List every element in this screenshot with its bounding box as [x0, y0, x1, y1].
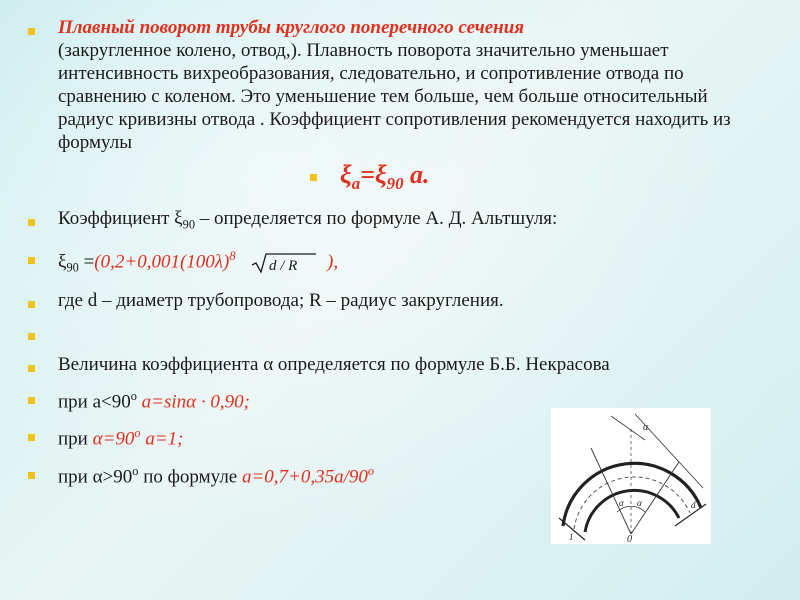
bullet-marker	[28, 397, 35, 404]
bullet-marker	[28, 365, 35, 372]
bullet-marker	[310, 174, 317, 181]
label-alpha-left: α	[619, 498, 624, 508]
center-line	[574, 477, 690, 529]
list-item	[28, 353, 768, 376]
list-item-empty	[28, 321, 768, 344]
bullet-marker	[28, 219, 35, 226]
case-gt-90	[58, 460, 374, 488]
formula-sub-a: a	[351, 173, 361, 193]
case-lt-90	[58, 385, 250, 413]
sqrt-content: d / R	[269, 258, 298, 275]
formula-sub-90: 90	[386, 173, 404, 193]
degree: о	[132, 463, 139, 478]
pipe-bend-diagram	[551, 408, 711, 544]
degree: о	[130, 388, 137, 403]
sqrt-symbol	[250, 251, 318, 275]
inner-wall	[585, 490, 679, 532]
text: =	[78, 251, 95, 273]
nekrasov-line: Величина коэффициента α определяется по формуле Б.Б. Некрасова	[58, 353, 610, 375]
text: по формуле	[138, 466, 242, 488]
list-item	[28, 245, 768, 280]
bullet-marker	[28, 434, 35, 441]
paragraph-body: (закругленное колено, отвод,). Плавность поворота значительно уменьшает интенсивность вихреобразования, следовательно, и сопротивление отвода по сравнению с коленом. Это уменьшение тем больше, чем больше относительный радиус кривизны отвода . Коэффициент сопротивления рекомендуется находить из формулы	[58, 40, 731, 153]
formula-eq: =ξ	[360, 160, 387, 189]
label-d: d	[691, 500, 696, 510]
main-formula	[340, 160, 430, 199]
text: при	[58, 428, 93, 450]
text: Коэффициент ξ	[58, 207, 183, 229]
pipe-bend-figure	[551, 408, 711, 544]
subscript: 90	[182, 217, 195, 232]
text: – определяется по формуле А. Д. Альтшуля:	[195, 207, 558, 229]
bullet-marker	[28, 28, 35, 35]
list-item	[28, 207, 768, 236]
text: ),	[322, 251, 339, 273]
list-item	[28, 289, 768, 312]
formula-xi: ξ	[340, 160, 352, 189]
bullet-marker	[28, 257, 35, 264]
case-eq-90	[58, 422, 183, 450]
degree: о	[134, 426, 141, 441]
formula-item	[310, 160, 768, 199]
definition-line: где d – диаметр трубопровода; R – радиус закругления.	[58, 289, 504, 311]
list-item	[28, 16, 768, 154]
paragraph-title: Плавный поворот трубы круглого поперечного сечения	[58, 17, 525, 38]
formula-expression: a=0,7+0,35a/90	[241, 466, 368, 488]
label-alpha-top: α	[643, 422, 649, 433]
text: ξ	[58, 251, 67, 273]
text: при а<90	[58, 391, 131, 413]
degree: о	[367, 463, 375, 478]
formula-tail: a.	[403, 160, 430, 189]
superscript: 8	[229, 249, 236, 264]
intro-paragraph	[58, 16, 768, 154]
formula-expression: (0,2+0,001(100λ)	[94, 251, 230, 273]
label-alpha-right: α	[637, 498, 642, 508]
bullet-marker	[28, 301, 35, 308]
label-zero: 0	[627, 534, 632, 544]
altshul-line	[58, 207, 557, 236]
outer-wall	[563, 463, 701, 526]
altshul-formula	[58, 245, 338, 280]
bullet-marker	[28, 333, 35, 340]
formula-expression: a=sinα · 0,90;	[141, 391, 250, 413]
formula-expression: α=90	[92, 428, 135, 450]
subscript: 90	[66, 260, 79, 275]
empty-line	[58, 321, 63, 344]
formula-expression: a=1;	[140, 428, 184, 450]
text: при α>90	[58, 466, 133, 488]
bullet-marker	[28, 472, 35, 479]
label-one: 1	[569, 532, 574, 542]
